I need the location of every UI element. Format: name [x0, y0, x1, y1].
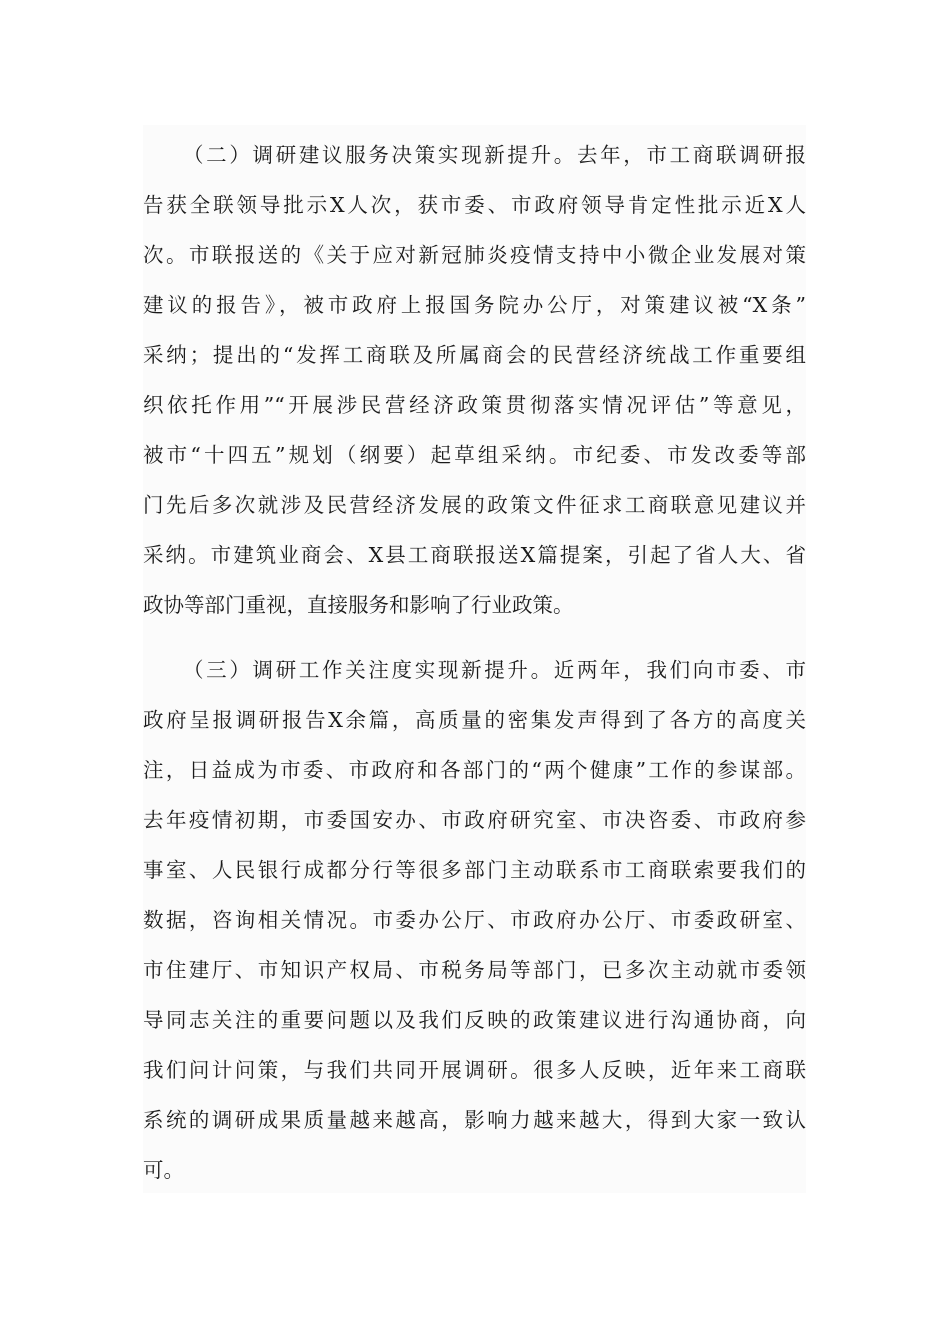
paragraph-line: 采纳；提出的“发挥工商联及所属商会的民营经济统战工作重要组 [143, 343, 806, 367]
paragraph-line: 事室、人民银行成都分行等很多部门主动联系市工商联索要我们的 [143, 858, 806, 882]
paragraph-line: 市住建厅、市知识产权局、市税务局等部门，已多次主动就市委领 [143, 958, 806, 982]
paragraph-research-attention [143, 645, 806, 1195]
text-block [143, 125, 806, 1193]
paragraph-line: 注，日益成为市委、市政府和各部门的“两个健康”工作的参谋部。 [143, 758, 806, 782]
paragraph-line: 政协等部门重视，直接服务和影响了行业政策。 [143, 593, 574, 617]
paragraph-line: 被市“十四五”规划（纲要）起草组采纳。市纪委、市发改委等部 [143, 443, 806, 467]
paragraph-line: 导同志关注的重要问题以及我们反映的政策建议进行沟通协商，向 [143, 1008, 806, 1032]
paragraph-line: 政府呈报调研报告X余篇，高质量的密集发声得到了各方的高度关 [143, 708, 806, 732]
paragraph-research-suggestions [143, 130, 806, 630]
paragraph-line: 去年疫情初期，市委国安办、市政府研究室、市决咨委、市政府参 [143, 808, 806, 832]
paragraph-line: 建议的报告》，被市政府上报国务院办公厅，对策建议被“X条” [143, 293, 806, 317]
paragraph-line: 织依托作用”“开展涉民营经济政策贯彻落实情况评估”等意见， [143, 393, 806, 417]
paragraph-line: 系统的调研成果质量越来越高，影响力越来越大，得到大家一致认 [143, 1108, 806, 1132]
paragraph-line: 次。市联报送的《关于应对新冠肺炎疫情支持中小微企业发展对策 [143, 243, 806, 267]
paragraph-line: 可。 [143, 1158, 184, 1182]
paragraph-line: 采纳。市建筑业商会、X县工商联报送X篇提案，引起了省人大、省 [143, 543, 806, 567]
paragraph-line: （三）调研工作关注度实现新提升。近两年，我们向市委、市 [183, 658, 806, 682]
paragraph-line: 数据，咨询相关情况。市委办公厅、市政府办公厅、市委政研室、 [143, 908, 806, 932]
paragraph-line: 告获全联领导批示X人次，获市委、市政府领导肯定性批示近X人 [143, 193, 806, 217]
paragraph-line: 门先后多次就涉及民营经济发展的政策文件征求工商联意见建议并 [143, 493, 806, 517]
paragraph-line: （二）调研建议服务决策实现新提升。去年，市工商联调研报 [183, 143, 806, 167]
paragraph-line: 我们问计问策，与我们共同开展调研。很多人反映，近年来工商联 [143, 1058, 806, 1082]
